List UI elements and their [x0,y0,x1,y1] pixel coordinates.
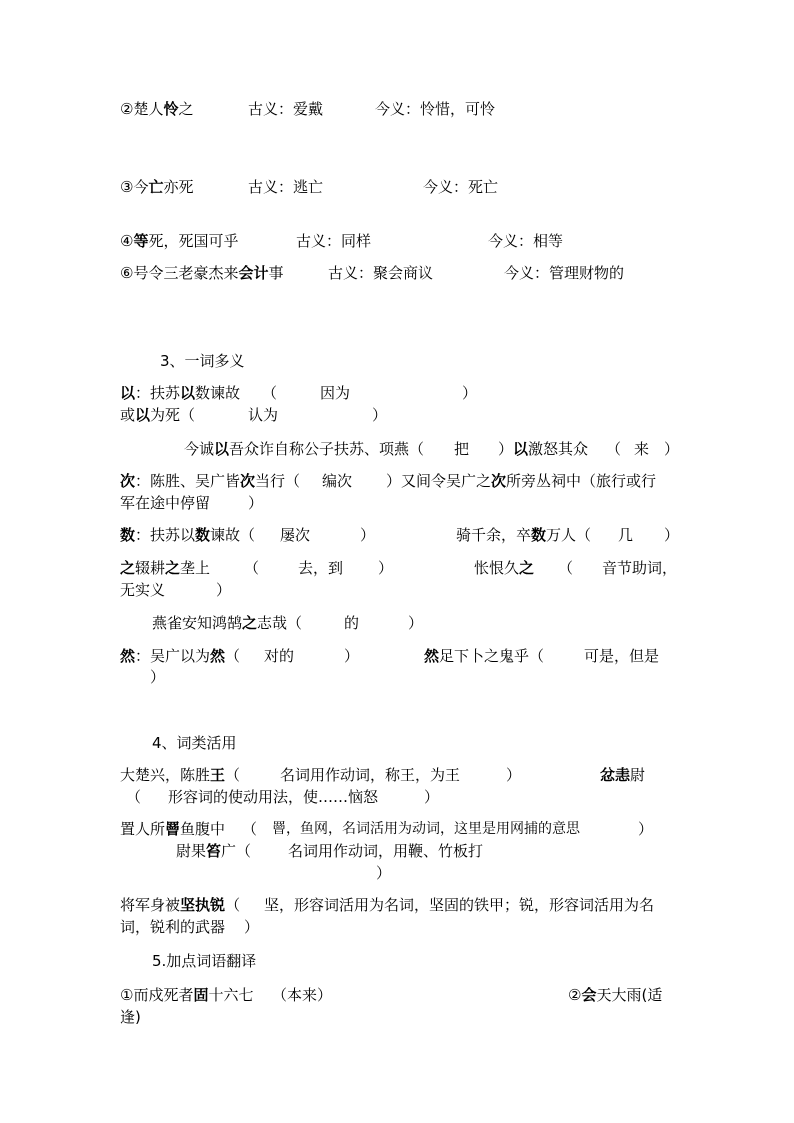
zhi-line-1b [474,558,534,578]
section-heading-5: 5.加点词语翻译 [152,952,257,970]
example-text: 事 [268,264,284,282]
meaning: 编次 [322,472,353,490]
text: 广（ [221,842,252,860]
bracket-close: ） [506,766,522,784]
key-word: 会 [581,986,597,1004]
gujin-row-2 [120,177,193,197]
text: 所旁丛祠中（旅行或行 [506,472,657,490]
huoyong-line-7: 词，锐利的武器 [120,918,226,936]
text: 万人（ [546,526,592,544]
meaning: 几 [618,526,634,544]
text: ：吴广以为 [135,647,211,665]
key-word: 锐 [210,896,226,914]
bracket-open: （ [606,440,622,458]
text: 足下卜之鬼乎（ [439,647,545,665]
bracket-close: ） [360,526,376,544]
zhi-line-1 [120,558,210,578]
text: 鱼腹中 [180,820,226,838]
fanyi-line-1b [568,985,662,1005]
text: 为死（ [150,406,196,424]
huoyong-line-1b [600,765,645,785]
bracket-open: （ [262,384,278,402]
bracket-close: ） [378,559,394,577]
key-word: 亡 [148,178,164,196]
key-word: 以 [135,406,151,424]
text: 大楚兴，陈胜 [120,766,211,784]
example-text: 死，死国可乎 [148,232,239,250]
example-text: ③今 [120,178,149,196]
text: 或 [120,406,136,424]
meaning: 可是，但是 [584,647,660,665]
fanyi-line-2: 逢) [120,1008,141,1026]
text: 怅恨久 [474,559,520,577]
key-word: 之 [242,614,258,632]
jin-meaning-3: 今义：相等 [488,232,564,250]
bracket-close: ） [638,820,654,838]
huoyong-line-6 [120,895,240,915]
meaning: （本来） [272,986,333,1004]
text: 当行（ [255,472,301,490]
entry-key: 数 [120,526,136,544]
bracket-open: （ [126,788,142,806]
bracket-open: （ [242,820,258,838]
text: 谏故（ [210,526,256,544]
jin-meaning-2: 今义：死亡 [423,178,499,196]
key-word: 笞 [206,842,222,860]
text: ② [568,986,582,1004]
section-heading-4: 4、词类活用 [152,734,237,752]
key-word: 忿恚 [600,766,631,784]
text: 天大雨(适 [596,986,663,1004]
text: 将军身被 [120,896,181,914]
entry-key: 之 [120,559,136,577]
key-word: 之 [519,559,535,577]
section-heading-3: 3、一词多义 [160,352,245,370]
key-word: 以 [513,440,529,458]
ran-line-1b [424,646,544,666]
jin-meaning-1: 今义：怜惜，可怜 [375,100,496,118]
entry-key: 然 [120,647,136,665]
key-word: 固 [193,986,209,1004]
huoyong-line-4 [176,841,251,861]
key-word: 怜 [163,100,179,118]
text: （ [225,647,241,665]
zhi-line-2: 无实义 [120,581,166,599]
yi-line-3 [184,439,424,459]
key-word: 数 [531,526,547,544]
key-word: 罾 [165,820,181,838]
meaning: 来 [634,440,650,458]
yi-line-3b [498,439,588,459]
key-word: 次 [491,472,507,490]
gujin-row-4 [120,263,283,283]
ci-line-1b [386,471,656,491]
text: ：陈胜、吴广皆 [135,472,241,490]
bracket-close: ） [216,581,232,599]
key-word: 王 [210,766,226,784]
gu-meaning-2: 古义：逃亡 [248,178,324,196]
text: 尉果 [176,842,207,860]
key-word: 然 [424,647,440,665]
bracket-open: （ [244,559,260,577]
meaning: 对的 [264,647,295,665]
text: 十六七 [208,986,254,1004]
yi-line-2 [120,405,195,425]
text: （ [225,766,241,784]
bracket-close: ） [150,668,166,686]
key-word: 执 [195,896,211,914]
bracket-close: ） [462,384,478,402]
text: 今诚 [184,440,215,458]
text: 尉 [630,766,646,784]
example-text: 之 [178,100,194,118]
yi-line-1 [120,383,240,403]
bracket-open: （ [558,559,574,577]
meaning: 名词用作动词，称王，为王 [280,766,461,784]
gujin-row-3 [120,231,238,251]
text: 垄上 [180,559,211,577]
zhi-line-3 [152,613,302,633]
gu-meaning-1: 古义：爱戴 [248,100,324,118]
meaning: 坚，形容词活用为名词，坚固的铁甲；锐，形容词活用为名 [264,896,655,914]
meaning: 把 [454,440,470,458]
text: 吾众诈自称公子扶苏、项燕（ [229,440,425,458]
meaning: 因为 [320,384,351,402]
meaning: 音节助词， [602,559,678,577]
gu-meaning-4: 古义：聚会商议 [328,264,434,282]
text: 燕雀安知鸿鹄 [152,614,243,632]
huoyong-line-3 [120,819,225,839]
meaning: 罾，鱼网，名词活用为动词，这里是用网捕的意思 [272,821,580,837]
text: 置人所 [120,820,166,838]
key-word: 次 [240,472,256,490]
shu-line-1 [120,525,255,545]
bracket-close: ） [664,440,680,458]
entry-key: 次 [120,472,136,490]
text: ：扶苏 [135,384,181,402]
fanyi-line-1 [120,985,253,1005]
meaning: 名词用作动词，用鞭、竹板打 [288,842,484,860]
text: 辍耕 [135,559,166,577]
text: ：扶苏以 [135,526,196,544]
bracket-close: ） [408,614,424,632]
key-word: 之 [165,559,181,577]
key-word: 然 [210,647,226,665]
key-word: 数 [195,526,211,544]
key-word: 以 [180,384,196,402]
bracket-close: ） [344,647,360,665]
text: 志哉（ [257,614,303,632]
bracket-close: ） [424,788,440,806]
bracket-close: ） [498,440,514,458]
key-word: 会计 [238,264,269,282]
entry-key: 以 [120,384,136,402]
text: ①而戍死者 [120,986,194,1004]
meaning: 形容词的使动用法，使……恼怒 [168,788,379,806]
bracket-close: ） [244,918,260,936]
ci-line-2: 军在途中停留 [120,494,211,512]
example-text: ②楚人 [120,100,164,118]
text: 骑千余，卒 [456,526,532,544]
example-text: ④ [120,232,134,250]
shu-line-1b [456,525,591,545]
ci-line-1 [120,471,300,491]
meaning: 的 [344,614,360,632]
bracket-close: ） [664,526,680,544]
key-word: 坚 [180,896,196,914]
meaning: 认为 [248,406,279,424]
meaning: 去，到 [298,559,344,577]
meaning: 屡次 [280,526,311,544]
bracket-close: ） [376,864,392,882]
key-word: 以 [214,440,230,458]
text: ）又间令吴广之 [386,472,492,490]
gu-meaning-3: 古义：同样 [296,232,372,250]
gujin-row-1 [120,99,193,119]
jin-meaning-4: 今义：管理财物的 [504,264,625,282]
example-text: ⑥号令三老豪杰来 [120,264,239,282]
key-word: 等 [133,232,149,250]
bracket-close: ） [372,406,388,424]
huoyong-line-1 [120,765,240,785]
text: 数谏故 [195,384,241,402]
example-text: 亦死 [163,178,194,196]
text: 激怒其众 [528,440,589,458]
text: （ [225,896,241,914]
ran-line-1 [120,646,240,666]
bracket-close: ） [248,494,264,512]
